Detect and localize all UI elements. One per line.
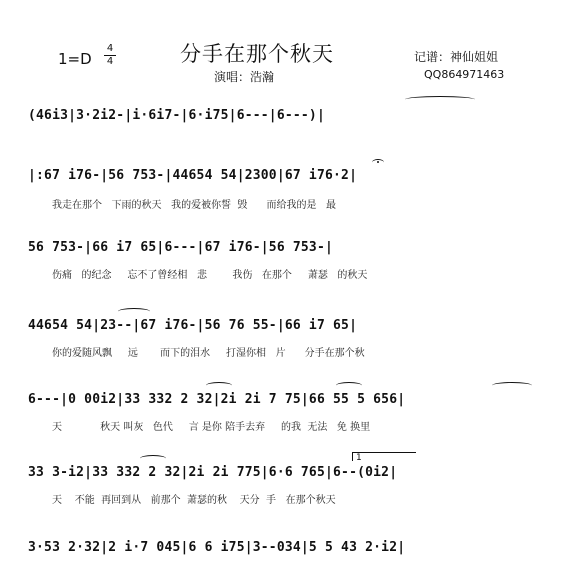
tie-mark (405, 96, 475, 103)
key-signature: 1=D (58, 50, 92, 68)
notation-row: 44654 54|23--|67 i76-|56 76 55-|66 i7 65| (28, 318, 358, 333)
song-title: 分手在那个秋天 (180, 42, 334, 66)
notation-row: 56 753-|66 i7 65|6---|67 i76-|56 753-| (28, 240, 334, 255)
lyric-line: 伤痛 的纪念 忘不了曾经相 悲 我伤 在那个 萧瑟 的秋天 (52, 270, 368, 281)
lyric-line: 你的爱随风飘 远 而下的泪水 打湿你相 片 分手在那个秋 (52, 348, 365, 359)
notation-row: (46i3|3·2i2-|i·6i7-|6·i75|6---|6---)| (28, 108, 325, 123)
meter-top: 4 (106, 43, 114, 54)
meter-bottom: 4 (106, 56, 114, 67)
tie-mark (206, 382, 232, 389)
contact-qq: QQ864971463 (424, 68, 505, 81)
fermata-mark (372, 159, 384, 166)
singer-credit: 演唱：浩瀚 (214, 70, 275, 84)
time-signature (104, 44, 116, 67)
lyric-line: 我走在那个 下雨的秋天 我的爱被你誓 毁 而给我的是 最 (52, 200, 337, 211)
notation-row: 33 3-i2|33 332 2 32|2i 2i 775|6·6 765|6--(0i2| (28, 465, 398, 480)
tie-mark (118, 308, 150, 315)
tie-mark (336, 382, 362, 389)
tie-mark (140, 455, 166, 462)
first-ending-bracket: 1 (352, 452, 416, 461)
notation-row: 6---|0 00i2|33 332 2 32|2i 2i 7 75|66 55 5 656| (28, 392, 406, 407)
notation-row: |:67 i76-|56 753-|44654 54|2300|67 i76·2| (28, 168, 358, 183)
lyric-line: 天 不能 再回到从 前那个 萧瑟的秋 天分 手 在那个秋天 (52, 495, 336, 506)
score-credit: 记谱：神仙姐姐 (414, 50, 499, 64)
tie-mark (492, 382, 532, 389)
lyric-line: 天 秋天 叫灰 色代 言 是你 陪手去弃 的我 无法 免 换里 (52, 422, 371, 433)
notation-row: 3·53 2·32|2 i·7 045|6 6 i75|3--034|5 5 43 2·i2| (28, 540, 406, 555)
